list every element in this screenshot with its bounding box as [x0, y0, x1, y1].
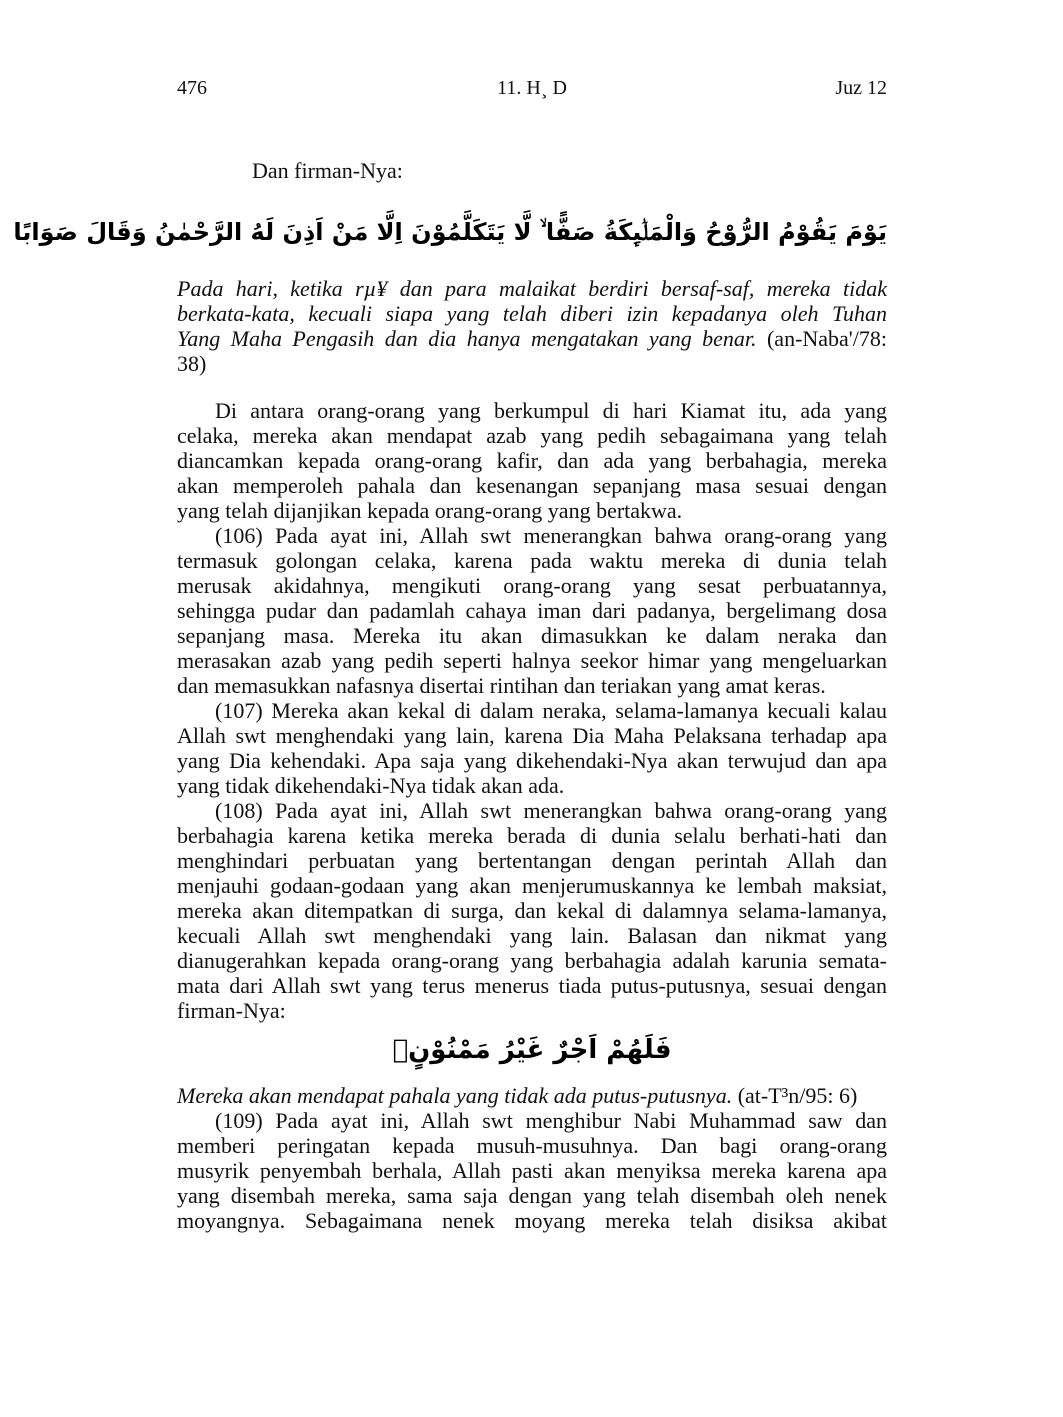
intro-text: Dan firman-Nya: [252, 158, 403, 183]
translation-italic: Mereka akan mendapat pahala yang tidak ada putus-putusnya. [177, 1083, 733, 1108]
paragraph-line: mata dari Allah swt yang terus menerus tiada putus-putusnya, sesuai dengan [177, 973, 887, 998]
paragraph-line: moyangnya. Sebagaimana nenek moyang mereka telah disiksa akibat [177, 1208, 887, 1233]
paragraph-line: firman-Nya: [177, 998, 286, 1023]
paragraph-line: Di antara orang-orang yang berkumpul di hari Kiamat itu, ada yang [215, 398, 887, 423]
paragraph-line: musyrik penyembah berhala, Allah pasti akan menyiksa mereka karena apa [177, 1158, 887, 1183]
paragraph-line: yang disembah mereka, sama saja dengan yang telah disembah oleh nenek [177, 1183, 887, 1208]
translation-line: 38) [177, 351, 207, 376]
paragraph-line: memberi peringatan kepada musuh-musuhnya. Dan bagi orang-orang [177, 1133, 887, 1158]
paragraph-line: yang telah dijanjikan kepada orang-orang yang bertakwa. [177, 498, 683, 523]
paragraph-line: menjauhi godaan-godaan yang akan menjerumuskannya ke lembah maksiat, [177, 873, 887, 898]
paragraph-line: merusak akidahnya, mengikuti orang-orang yang sesat perbuatannya, [177, 573, 887, 598]
translation-line [177, 326, 887, 351]
juz-label: Juz 12 [835, 77, 887, 99]
page-number: 476 [177, 77, 207, 99]
translation-line [177, 1083, 887, 1108]
paragraph-line: sepanjang masa. Mereka itu akan dimasukkan ke dalam neraka dan [177, 623, 887, 648]
paragraph-line: akan memperoleh pahala dan kesenangan sepanjang masa sesuai dengan [177, 473, 887, 498]
arabic-verse-1: يَوْمَ يَقُوْمُ الرُّوْحُ وَالْمَلٰۤىِٕكَةُ صَفًّا ۙ لَّا يَتَكَلَّمُوْنَ اِلَّا مَنْ اَذِنَ لَهُ الرَّحْمٰنُ وَقَالَ صَوَابًا [13, 218, 887, 246]
paragraph-line: diancamkan kepada orang-orang kafir, dan ada yang berbahagia, mereka [177, 448, 887, 473]
verse-reference: (an-Naba'/78: [756, 326, 887, 351]
page-header [177, 76, 887, 100]
paragraph-line: (106) Pada ayat ini, Allah swt menerangkan bahwa orang-orang yang [215, 523, 887, 548]
paragraph-line: (108) Pada ayat ini, Allah swt menerangkan bahwa orang-orang yang [215, 798, 887, 823]
paragraph-line: termasuk golongan celaka, karena pada waktu mereka di dunia telah [177, 548, 887, 573]
paragraph-line: menghindari perbuatan yang bertentangan dengan perintah Allah dan [177, 848, 887, 873]
paragraph-line: (109) Pada ayat ini, Allah swt menghibur Nabi Muhammad saw dan [215, 1108, 887, 1133]
arabic-verse-2: فَلَهُمْ اَجْرٌ غَيْرُ مَمْنُوْنٍۗ [392, 1035, 672, 1065]
translation-italic: Yang Maha Pengasih dan dia hanya mengatakan yang benar. [177, 326, 757, 351]
translation-line: Pada hari, ketika rµ¥ dan para malaikat berdiri bersaf-saf, mereka tidak [177, 276, 887, 301]
paragraph-line: celaka, mereka akan mendapat azab yang pedih sebagaimana yang telah [177, 423, 887, 448]
verse-reference: (at-T³n/95: 6) [732, 1083, 858, 1108]
translation-2 [177, 1083, 887, 1233]
chapter-title: 11. H¸ D [497, 77, 567, 99]
translation-1 [177, 276, 887, 376]
paragraph-line: kecuali Allah swt menghendaki yang lain. Balasan dan nikmat yang [177, 923, 887, 948]
paragraph-line: dianugerahkan kepada orang-orang yang berbahagia adalah karunia semata- [177, 948, 887, 973]
paragraph-line: (107) Mereka akan kekal di dalam neraka, selama-lamanya kecuali kalau [215, 698, 887, 723]
body-text [177, 398, 887, 1023]
paragraph-line: berbahagia karena ketika mereka berada di dunia selalu berhati-hati dan [177, 823, 887, 848]
paragraph-line: Allah swt menghendaki yang lain, karena Dia Maha Pelaksana terhadap apa [177, 723, 887, 748]
paragraph-line: dan memasukkan nafasnya disertai rintihan dan teriakan yang amat keras. [177, 673, 826, 698]
paragraph-line: yang Dia kehendaki. Apa saja yang dikehendaki-Nya akan terwujud dan apa [177, 748, 887, 773]
paragraph-line: sehingga pudar dan padamlah cahaya iman dari padanya, bergelimang dosa [177, 598, 887, 623]
paragraph-line: mereka akan ditempatkan di surga, dan kekal di dalamnya selama-lamanya, [177, 898, 887, 923]
paragraph-line: merasakan azab yang pedih seperti halnya seekor himar yang mengeluarkan [177, 648, 887, 673]
paragraph-line: yang tidak dikehendaki-Nya tidak akan ada. [177, 773, 565, 798]
translation-line: berkata-kata, kecuali siapa yang telah diberi izin kepadanya oleh Tuhan [177, 301, 887, 326]
